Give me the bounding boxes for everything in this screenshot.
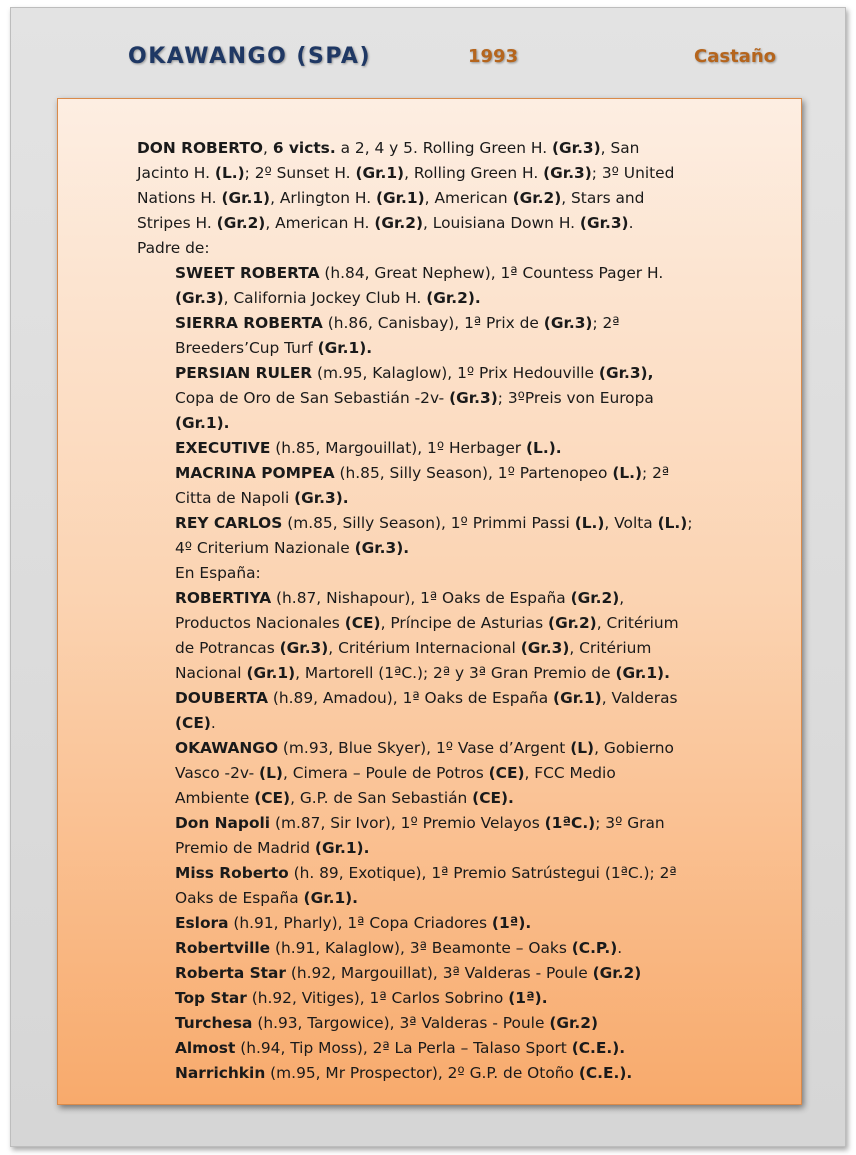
text-run: (h. 89, Exotique), 1ª Premio Satrústegui (1ªC.); 2ª bbox=[288, 864, 677, 882]
bold-text: (Gr.1). bbox=[317, 339, 373, 357]
text-run: , Arlington H. bbox=[270, 189, 376, 207]
bold-text: (Gr.1) bbox=[246, 664, 296, 682]
birth-year: 1993 bbox=[468, 46, 519, 67]
text-run: ; 3ºPreis von Europa bbox=[497, 389, 654, 407]
bold-text: (Gr.2) bbox=[592, 964, 642, 982]
text-run: , Valderas bbox=[601, 689, 678, 707]
bold-text: (Gr.1) bbox=[221, 189, 271, 207]
text-run: , Gobierno bbox=[594, 739, 674, 757]
text-run: ; 2º Sunset H. bbox=[244, 164, 356, 182]
bold-text: 6 victs. bbox=[272, 139, 336, 157]
bold-text: (Gr.2) bbox=[512, 189, 562, 207]
text-run: , Stars and bbox=[561, 189, 645, 207]
text-run: (h.91, Pharly), 1ª Copa Criadores bbox=[228, 914, 492, 932]
offspring-line bbox=[175, 686, 737, 711]
sire-line bbox=[137, 136, 737, 161]
offspring-line bbox=[175, 361, 737, 386]
bold-text: (CE). bbox=[472, 789, 514, 807]
bold-text: (L.) bbox=[612, 464, 643, 482]
offspring-line bbox=[175, 586, 737, 611]
sire-section bbox=[137, 136, 737, 261]
bold-text: (Gr.2) bbox=[548, 614, 597, 632]
bold-text: EXECUTIVE bbox=[175, 439, 271, 457]
bold-text: (Gr.3), bbox=[598, 364, 654, 382]
text-run: Productos Nacionales bbox=[175, 614, 345, 632]
text-run: (m.95, Kalaglow), 1º Prix Hedouville bbox=[312, 364, 599, 382]
text-run: a 2, 4 y 5. Rolling Green H. bbox=[335, 139, 553, 157]
bold-text: MACRINA POMPEA bbox=[175, 464, 335, 482]
text-run: En España: bbox=[175, 564, 261, 582]
offspring-line bbox=[175, 636, 737, 661]
text-run: Citta de Napoli bbox=[175, 489, 295, 507]
text-run: (m.93, Blue Skyer), 1º Vase d’Argent bbox=[278, 739, 571, 757]
text-run: , American bbox=[424, 189, 513, 207]
text-run: , Martorell (1ªC.); 2ª y 3ª Gran Premio de bbox=[295, 664, 616, 682]
bold-text: (L.). bbox=[526, 439, 562, 457]
text-run: 4º Criterium Nazionale bbox=[175, 539, 355, 557]
offspring-line bbox=[175, 286, 737, 311]
bold-text: (Gr.1). bbox=[314, 839, 370, 857]
bold-text: (Gr.3) bbox=[543, 164, 592, 182]
bold-text: (Gr.3) bbox=[175, 289, 224, 307]
bold-text: (Gr.3) bbox=[579, 214, 629, 232]
text-run: Vasco -2v- bbox=[175, 764, 260, 782]
offspring-line bbox=[175, 311, 737, 336]
bold-text: (Gr.3) bbox=[543, 314, 593, 332]
bold-text: DON ROBERTO bbox=[137, 139, 264, 157]
text-run: , bbox=[263, 139, 273, 157]
bold-text: DOUBERTA bbox=[175, 689, 268, 707]
bold-text: Roberta Star bbox=[175, 964, 286, 982]
bold-text: (C.E.). bbox=[578, 1064, 633, 1082]
offspring-line bbox=[175, 661, 737, 686]
text-run: Breeders’Cup Turf bbox=[175, 339, 318, 357]
bold-text: (L.) bbox=[574, 514, 605, 532]
text-run: . bbox=[617, 939, 623, 957]
text-run: Nacional bbox=[175, 664, 247, 682]
sire-line bbox=[137, 186, 737, 211]
offspring-line bbox=[175, 1011, 737, 1036]
text-run: Ambiente bbox=[175, 789, 255, 807]
text-run: (h.89, Amadou), 1ª Oaks de España bbox=[267, 689, 554, 707]
offspring-line bbox=[175, 1036, 737, 1061]
offspring-line bbox=[175, 936, 737, 961]
bold-text: (1ª). bbox=[508, 989, 548, 1007]
bold-text: Narrichkin bbox=[175, 1064, 266, 1082]
offspring-line bbox=[175, 886, 737, 911]
text-run: , American H. bbox=[265, 214, 375, 232]
offspring-line bbox=[175, 536, 737, 561]
bold-text: (Gr.2) bbox=[549, 1014, 598, 1032]
offspring-line bbox=[175, 1061, 737, 1086]
text-run: de Potrancas bbox=[175, 639, 280, 657]
bold-text: (Gr.1) bbox=[376, 189, 425, 207]
bold-text: OKAWANGO bbox=[175, 739, 279, 757]
text-run: (m.87, Sir Ivor), 1º Premio Velayos bbox=[270, 814, 545, 832]
text-run: (h.87, Nishapour), 1ª Oaks de España bbox=[271, 589, 571, 607]
text-run: Premio de Madrid bbox=[175, 839, 315, 857]
text-run: (h.85, Silly Season), 1º Partenopeo bbox=[334, 464, 613, 482]
bold-text: Almost bbox=[175, 1039, 236, 1057]
text-run: , FCC Medio bbox=[524, 764, 616, 782]
bold-text: REY CARLOS bbox=[175, 514, 283, 532]
offspring-line bbox=[175, 561, 737, 586]
text-run: (h.92, Vitiges), 1ª Carlos Sobrino bbox=[246, 989, 509, 1007]
offspring-line bbox=[175, 736, 737, 761]
offspring-line bbox=[175, 511, 737, 536]
bold-text: (Gr.3) bbox=[552, 139, 601, 157]
text-run: , Príncipe de Asturias bbox=[380, 614, 549, 632]
text-run: (h.94, Tip Moss), 2ª La Perla – Talaso Sport bbox=[235, 1039, 572, 1057]
offspring-line bbox=[175, 261, 737, 286]
bold-text: (Gr.1). bbox=[175, 414, 230, 432]
bold-text: Top Star bbox=[175, 989, 247, 1007]
offspring-line bbox=[175, 961, 737, 986]
text-run: , California Jockey Club H. bbox=[223, 289, 427, 307]
bold-text: SWEET ROBERTA bbox=[175, 264, 320, 282]
offspring-line bbox=[175, 711, 737, 736]
text-run: (h.91, Kalaglow), 3ª Beamonte – Oaks bbox=[270, 939, 572, 957]
text-run: (h.86, Canisbay), 1ª Prix de bbox=[322, 314, 544, 332]
offspring-line bbox=[175, 811, 737, 836]
text-run: Nations H. bbox=[137, 189, 222, 207]
offspring-line bbox=[175, 611, 737, 636]
coat-color: Castaño bbox=[694, 46, 777, 67]
text-run: , Volta bbox=[604, 514, 658, 532]
bold-text: (CE) bbox=[488, 764, 525, 782]
text-run: (h.84, Great Nephew), 1ª Countess Pager H. bbox=[319, 264, 664, 282]
offspring-line bbox=[175, 786, 737, 811]
bold-text: Don Napoli bbox=[175, 814, 271, 832]
bold-text: Eslora bbox=[175, 914, 229, 932]
bold-text: PERSIAN RULER bbox=[175, 364, 313, 382]
bold-text: Turchesa bbox=[175, 1014, 253, 1032]
offspring-line bbox=[175, 486, 737, 511]
text-run: (h.92, Margouillat), 3ª Valderas - Poule bbox=[286, 964, 593, 982]
bold-text: (Gr.2) bbox=[570, 589, 620, 607]
text-run: , Critérium Internacional bbox=[328, 639, 521, 657]
bold-text: (Gr.3) bbox=[279, 639, 329, 657]
bold-text: (Gr.1) bbox=[553, 689, 602, 707]
text-run: (h.85, Margouillat), 1º Herbager bbox=[270, 439, 527, 457]
text-run: (m.85, Silly Season), 1º Primmi Passi bbox=[282, 514, 575, 532]
offspring-line bbox=[175, 986, 737, 1011]
bold-text: ROBERTIYA bbox=[175, 589, 272, 607]
bold-text: Miss Roberto bbox=[175, 864, 289, 882]
sire-line bbox=[137, 236, 737, 261]
bold-text: (Gr.3) bbox=[449, 389, 498, 407]
bold-text: (Gr.3). bbox=[294, 489, 349, 507]
bold-text: (CE) bbox=[254, 789, 291, 807]
bold-text: (1ªC.) bbox=[544, 814, 596, 832]
offspring-line bbox=[175, 386, 737, 411]
text-run: Padre de: bbox=[137, 239, 210, 257]
horse-title: OKAWANGO (SPA) bbox=[128, 44, 372, 69]
text-run: , Rolling Green H. bbox=[404, 164, 544, 182]
text-run: ; 3º United bbox=[591, 164, 675, 182]
bold-text: (Gr.1). bbox=[303, 889, 359, 907]
text-run: ; bbox=[687, 514, 693, 532]
text-run: Oaks de España bbox=[175, 889, 304, 907]
offspring-line bbox=[175, 761, 737, 786]
bold-text: (Gr.2) bbox=[216, 214, 266, 232]
text-run: (h.93, Targowice), 3ª Valderas - Poule bbox=[252, 1014, 550, 1032]
bold-text: Robertville bbox=[175, 939, 271, 957]
bold-text: (C.P.) bbox=[571, 939, 618, 957]
bold-text: (L) bbox=[259, 764, 283, 782]
bold-text: (L) bbox=[570, 739, 595, 757]
bold-text: (Gr.2) bbox=[374, 214, 423, 232]
bold-text: (CE) bbox=[344, 614, 381, 632]
text-run: ; 3º Gran bbox=[595, 814, 665, 832]
bold-text: SIERRA ROBERTA bbox=[175, 314, 323, 332]
sire-line bbox=[137, 211, 737, 236]
bold-text: (Gr.1) bbox=[355, 164, 405, 182]
text-run: . bbox=[210, 714, 216, 732]
offspring-line bbox=[175, 411, 737, 436]
text-run: (m.95, Mr Prospector), 2º G.P. de Otoño bbox=[265, 1064, 579, 1082]
text-run: , Louisiana Down H. bbox=[422, 214, 580, 232]
text-run: Jacinto H. bbox=[137, 164, 215, 182]
text-run: , G.P. de San Sebastián bbox=[290, 789, 473, 807]
text-run: , San bbox=[600, 139, 640, 157]
bold-text: (Gr.3). bbox=[354, 539, 410, 557]
text-run: , Critérium bbox=[596, 614, 679, 632]
pedigree-text bbox=[137, 136, 737, 1086]
bold-text: (L.) bbox=[214, 164, 245, 182]
offspring-line bbox=[175, 461, 737, 486]
bold-text: (L.) bbox=[657, 514, 688, 532]
text-run: Copa de Oro de San Sebastián -2v- bbox=[175, 389, 450, 407]
text-run: ; 2ª bbox=[642, 464, 670, 482]
text-run: , bbox=[619, 589, 625, 607]
bold-text: (C.E.). bbox=[571, 1039, 626, 1057]
text-run: . bbox=[628, 214, 634, 232]
text-run: , Critérium bbox=[569, 639, 652, 657]
sire-line bbox=[137, 161, 737, 186]
text-run: ; 2ª bbox=[592, 314, 620, 332]
bold-text: (1ª). bbox=[491, 914, 532, 932]
offspring-line bbox=[175, 336, 737, 361]
bold-text: (Gr.2). bbox=[426, 289, 481, 307]
offspring-line bbox=[175, 436, 737, 461]
offspring-section bbox=[137, 261, 737, 1086]
bold-text: (Gr.1). bbox=[615, 664, 670, 682]
bold-text: (Gr.3) bbox=[520, 639, 570, 657]
offspring-line bbox=[175, 836, 737, 861]
text-run: , Cimera – Poule de Potros bbox=[282, 764, 489, 782]
offspring-line bbox=[175, 911, 737, 936]
bold-text: (CE) bbox=[175, 714, 211, 732]
offspring-line bbox=[175, 861, 737, 886]
text-run: Stripes H. bbox=[137, 214, 217, 232]
